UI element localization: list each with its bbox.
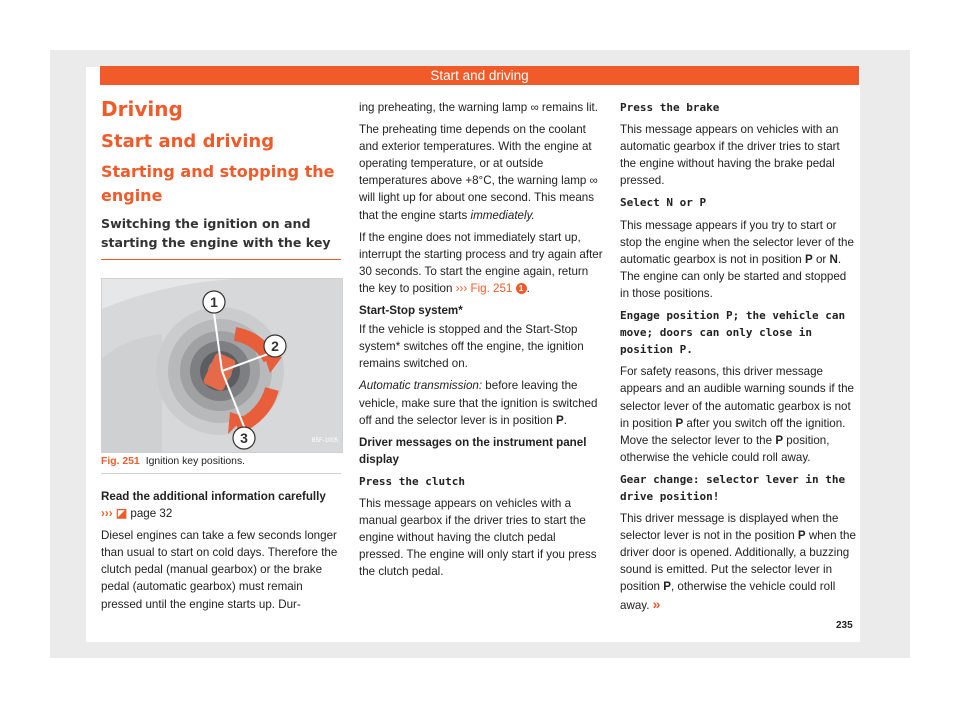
gear-pos-p-2: P [663, 580, 671, 594]
gear-text-b: when the driver door is opened. Additionally, a buzzing sound is emitted. Put the selector lever in position [620, 529, 856, 594]
automatic-text: before leaving the vehicle, make sure that the ignition is switched off and the selector lever is in position [359, 379, 598, 427]
press-clutch-message: Press the clutch [359, 474, 465, 488]
heading-driving: Driving [101, 97, 183, 121]
engage-text-b: after you switch off the ignition. Move the selector lever to the [620, 416, 846, 447]
figure-label: Fig. 251 [101, 456, 140, 467]
figure-caption-text: Ignition key positions. [145, 456, 246, 467]
gear-text-c: , otherwise the vehicle could roll away. [620, 580, 836, 612]
start-stop-paragraph: If the vehicle is stopped and the Start-Stop system* switches off the engine, the ignition remains switched on. [359, 323, 584, 371]
start-stop-heading: Start-Stop system* [359, 304, 463, 318]
automatic-position: P [556, 413, 564, 427]
read-info-arrow[interactable]: ››› [101, 507, 113, 521]
heading-start-and-driving: Start and driving [101, 131, 275, 152]
column-middle [359, 99, 603, 585]
heading-ignition-key: Switching the ignition on and starting the engine with the key [101, 214, 341, 260]
preheating-paragraph: ing preheating, the warning lamp ∞ remains lit. [359, 101, 598, 114]
automatic-label: Automatic transmission: [359, 379, 483, 393]
heading-starting-stopping: Starting and stopping the engine [101, 162, 335, 205]
continue-icon: » [652, 595, 661, 612]
read-info-text: Read the additional information carefully [101, 490, 326, 503]
press-brake-paragraph: This message appears on vehicles with an automatic gearbox if the driver tries to start the engine without having the brake pedal pressed. [620, 123, 840, 188]
engage-position-p-message: Engage position P; the vehicle can move; doors can only close in position P. [620, 309, 846, 357]
diesel-paragraph: Diesel engines can take a few seconds longer than usual to start on cold days. Therefore the clutch pedal (manual gearbox) or the brake pedal (automatic gearbox) must remain pressed until the engine starts up. Dur- [101, 529, 338, 611]
press-clutch-paragraph: This message appears on vehicles with a manual gearbox if the driver tries to start the engine without having the clutch pedal pressed. The engine will only start if you press the clutch pedal. [359, 496, 597, 579]
gear-text-a: This driver message is displayed when the selector lever is not in the position [620, 512, 839, 543]
select-text-a: This message appears if you try to start or stop the engine when the selector lever of the automatic gearbox is not in position [620, 218, 854, 266]
read-info-page-link[interactable]: page 32 [130, 507, 173, 521]
select-pos-n: N [829, 252, 838, 266]
page-number: 235 [836, 620, 853, 631]
marker-1-label: 1 [210, 294, 218, 310]
press-brake-message: Press the brake [620, 101, 720, 114]
engage-text-a: For safety reasons, this driver message appears and an audible warning sounds if the selector lever of the automatic gearbox is not in position [620, 365, 854, 430]
engage-position-p-paragraph [620, 363, 856, 466]
select-n-or-p-paragraph: This message appears if you try to start or stop the engine when the selector lever of the automatic gearbox is not in position P or N. The engine can only be started and stopped in those positions. [620, 218, 854, 300]
select-pos-p: P [804, 252, 813, 266]
figure-ignition-key [101, 278, 343, 453]
select-text-b: The engine can only be started and stopped in those positions. [620, 269, 847, 300]
marker-2-label: 2 [271, 338, 279, 354]
automatic-paragraph: Automatic transmission: before leaving the vehicle, make sure that the ignition is switched off and the selector lever is in position P. [359, 379, 598, 427]
restart-text: If the engine does not immediately start up, interrupt the starting process and try again after 30 seconds. To start the engine again, return the key to position [359, 230, 603, 295]
read-info-notice [101, 488, 341, 522]
marker-3-label: 3 [240, 430, 248, 446]
book-icon: ◪ [115, 506, 128, 521]
gear-pos-p: P [797, 529, 806, 543]
column-left [101, 96, 341, 618]
preheat-time-text: The preheating time depends on the coolant and exterior temperatures. With the engine at operating temperature, or at outside temperatures above +8°C, the warning lamp ∞ will light up for about one second. This means that the engine starts [359, 123, 598, 222]
engage-pos-p: P [675, 416, 684, 430]
gear-change-paragraph [620, 510, 856, 614]
gear-change-message: Gear change: selector lever in the drive position! [620, 472, 846, 503]
figure-code: B5F-1005 [311, 437, 338, 444]
figure-caption [101, 453, 341, 474]
driver-messages-heading: Driver messages on the instrument panel display [359, 435, 587, 466]
ignition-key-illustration [102, 279, 342, 452]
preheat-time-emphasis: immediately. [470, 208, 535, 222]
engage-text-c: position, otherwise the vehicle could roll away. [620, 433, 830, 464]
select-n-or-p-message: Select N or P [620, 196, 707, 210]
preheat-time-paragraph [359, 121, 603, 224]
fig-251-link[interactable]: ››› Fig. 251 [455, 281, 513, 295]
column-right [620, 99, 856, 619]
section-header: Start and driving [100, 66, 859, 85]
engage-pos-p-2: P [775, 433, 784, 447]
position-1-badge: 1 [516, 283, 527, 294]
restart-paragraph: If the engine does not immediately start up, interrupt the starting process and try again after 30 seconds. To start the engine again, return the key to position ››› Fig. 251 1 . [359, 230, 603, 295]
select-or: or [815, 252, 827, 266]
